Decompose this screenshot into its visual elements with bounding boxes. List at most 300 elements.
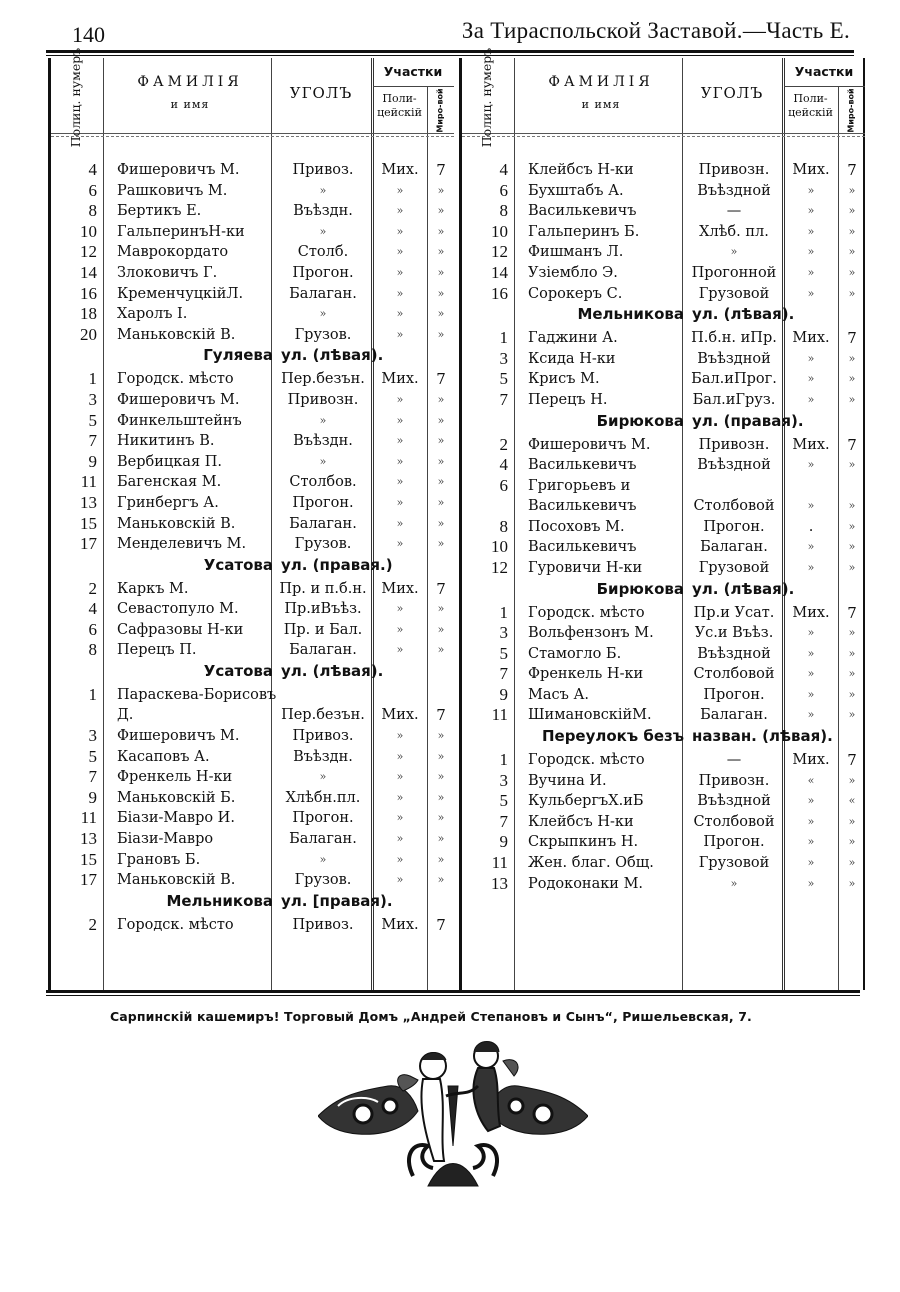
corner-street: Столбовой (693, 813, 775, 830)
police-district: » (396, 729, 404, 743)
surname-name: Городск. мѣсто (528, 752, 645, 769)
magistrate-district: » (437, 245, 445, 259)
police-number: 1 (88, 685, 97, 705)
header-police-number (53, 47, 99, 147)
police-district: » (807, 458, 815, 472)
table-row (51, 534, 454, 555)
street-name: Усатова (203, 555, 273, 574)
police-number: 6 (499, 180, 508, 200)
corner-street: » (730, 876, 738, 890)
magistrate-district: » (437, 413, 445, 427)
police-district: » (396, 622, 404, 636)
corner-street: Прогон. (703, 686, 765, 703)
surname-name: Василькевичъ (528, 457, 637, 474)
police-number: 18 (80, 304, 97, 324)
surname-name: Городск. мѣсто (528, 604, 645, 621)
police-number: 7 (499, 664, 508, 684)
police-number: 3 (88, 726, 97, 746)
table-row (462, 284, 865, 305)
magistrate-district: » (437, 327, 445, 341)
police-number: 2 (88, 914, 97, 934)
police-district: » (396, 790, 404, 804)
police-number: 13 (80, 492, 97, 512)
corner-street: Въѣздн. (293, 748, 353, 765)
surname-name: Рашковичъ М. (117, 182, 228, 199)
header-police-number (464, 47, 510, 147)
corner-street: » (319, 224, 327, 238)
police-district: » (807, 265, 815, 279)
surname-name: Клейбсъ Н-ки (528, 813, 634, 830)
table-row (51, 369, 454, 390)
police-number: 7 (499, 811, 508, 831)
magistrate-district: » (437, 307, 445, 321)
corner-street: Хлѣб. пл. (699, 223, 769, 240)
bottom-rule (46, 990, 860, 993)
table-row (462, 160, 865, 181)
magistrate-district: » (848, 245, 856, 259)
police-number: 5 (499, 643, 508, 663)
magistrate-district: » (848, 351, 856, 365)
police-number: 9 (499, 684, 508, 704)
magistrate-district: » (848, 856, 856, 870)
street-heading (51, 891, 454, 915)
corner-street: » (319, 307, 327, 321)
police-district: Мих. (792, 436, 830, 453)
street-side: ул. (правая.) (281, 555, 393, 574)
table-row (51, 493, 454, 514)
surname-name: Узіембло Э. (528, 264, 618, 281)
magistrate-district: » (437, 204, 445, 218)
police-district: » (396, 537, 404, 551)
corner-street: Балаган. (700, 539, 768, 556)
table-row (462, 349, 865, 370)
table-row (462, 435, 865, 456)
police-number: 12 (80, 242, 97, 262)
police-district: » (396, 286, 404, 300)
magistrate-district: » (848, 498, 856, 512)
police-number: 13 (491, 873, 508, 893)
magistrate-district: » (848, 626, 856, 640)
corner-street: — (726, 752, 742, 769)
corner-street: — (726, 203, 742, 220)
header-magistrate-district (840, 87, 862, 133)
corner-street: » (730, 245, 738, 259)
corner-street: Въѣздной (697, 182, 771, 199)
right-rows (462, 160, 865, 894)
corner-street: Балаган. (289, 831, 357, 848)
header-districts: Участки (383, 64, 443, 79)
police-district: » (396, 475, 404, 489)
police-number: 9 (88, 787, 97, 807)
police-number: 11 (80, 472, 97, 492)
corner-street: » (319, 454, 327, 468)
police-district: Мих. (381, 916, 419, 933)
header-underline (462, 136, 865, 137)
table-row (51, 390, 454, 411)
police-district: » (807, 286, 815, 300)
police-district: » (396, 392, 404, 406)
magistrate-district: » (437, 434, 445, 448)
table-row (462, 664, 865, 685)
table-row (51, 620, 454, 641)
street-name: Мельникова (166, 891, 273, 910)
street-side: ул. (правая). (692, 411, 804, 430)
table-row (51, 788, 454, 809)
police-district: » (396, 811, 404, 825)
magistrate-district: » (848, 687, 856, 701)
top-rule (46, 50, 854, 53)
table-row (51, 767, 454, 788)
police-number: 9 (88, 451, 97, 471)
police-district: Мих. (381, 371, 419, 388)
surname-name: Багенская М. (117, 474, 222, 491)
police-number: 1 (499, 328, 508, 348)
table-row (462, 750, 865, 771)
police-number: 3 (499, 348, 508, 368)
police-district: Мих. (381, 707, 419, 724)
surname-name: Фишеровичъ М. (528, 436, 651, 453)
corner-street: Грузов. (294, 536, 352, 553)
surname-name: КременчуцкійЛ. (117, 285, 244, 302)
corner-street: Ус.и Въѣз. (694, 625, 774, 642)
surname-name: Вербицкая П. (117, 453, 222, 470)
bottom-rule-thin (46, 995, 860, 996)
corner-street: П.б.н. иПр. (691, 330, 777, 347)
police-number: 3 (499, 623, 508, 643)
table-row (51, 685, 454, 726)
surname-name: Менделевичъ М. (117, 536, 247, 553)
police-district: » (807, 708, 815, 722)
magistrate-district: » (848, 224, 856, 238)
table-row (51, 472, 454, 493)
surname-name: Скрыпкинъ Н. (528, 834, 639, 851)
table-row (51, 915, 454, 936)
header-police-district: Поли-цейскій (788, 92, 833, 119)
police-number: 6 (88, 180, 97, 200)
magistrate-district: » (437, 832, 445, 846)
surname-name: ГальперинъН-ки (117, 223, 245, 240)
police-district: » (396, 307, 404, 321)
table-row (51, 263, 454, 284)
police-number: 4 (88, 160, 97, 179)
header-corner: УГОЛЪ (700, 84, 764, 102)
police-district: » (807, 876, 815, 890)
corner-street: Прогон. (703, 518, 765, 535)
police-number: 12 (491, 557, 508, 577)
magistrate-district: » (437, 602, 445, 616)
table-row (462, 874, 865, 895)
police-district: » (807, 245, 815, 259)
police-district: . (808, 518, 814, 535)
police-number: 7 (499, 389, 508, 409)
surname-name: Параскева-Борисовъ Д. (117, 687, 277, 724)
police-number: 1 (88, 369, 97, 389)
police-number: 5 (88, 410, 97, 430)
magistrate-district: » (848, 646, 856, 660)
table-row (462, 685, 865, 706)
table-row (51, 870, 454, 891)
corner-street: Въѣздн. (293, 433, 353, 450)
police-district: » (396, 265, 404, 279)
table-row (51, 514, 454, 535)
surname-name: Фишеровичъ М. (117, 391, 240, 408)
magistrate-district: » (848, 265, 856, 279)
magistrate-district: » (848, 540, 856, 554)
magistrate-district: 7 (436, 161, 446, 179)
police-district: » (396, 749, 404, 763)
left-rows (51, 160, 454, 935)
police-district: » (807, 626, 815, 640)
surname-name: Касаповъ А. (117, 748, 210, 765)
surname-name: Маньковскій В. (117, 872, 236, 889)
surname-name: Гальперинъ Б. (528, 223, 640, 240)
police-number: 1 (499, 750, 508, 770)
street-side: ул. (лѣвая). (692, 305, 795, 324)
magistrate-district: » (848, 814, 856, 828)
header-surname-sub: и имя (170, 98, 210, 111)
police-district: Мих. (792, 752, 830, 769)
surname-name: Стамогло Б. (528, 645, 622, 662)
police-number: 11 (491, 705, 508, 725)
magistrate-district: » (437, 495, 445, 509)
table-row (462, 328, 865, 349)
magistrate-district: » (437, 811, 445, 825)
corner-street: Въѣздной (697, 793, 771, 810)
table-row (462, 603, 865, 624)
header-police-number-label: Полиц. нумеръ (479, 47, 495, 147)
corner-street: Балаган. (700, 707, 768, 724)
surname-name: Каркъ М. (117, 580, 189, 597)
police-district: » (807, 667, 815, 681)
table-row (51, 181, 454, 202)
surname-name: Маврокордато (117, 244, 229, 261)
header-divider (784, 86, 865, 87)
header-corner: УГОЛЪ (289, 84, 353, 102)
corner-street: Въѣздной (697, 645, 771, 662)
magistrate-district: 7 (436, 579, 446, 598)
police-number: 4 (499, 160, 508, 179)
surname-name: Бухштабъ А. (528, 182, 624, 199)
street-side: назван. (лѣвая). (692, 727, 833, 746)
magistrate-district: » (437, 873, 445, 887)
police-district: » (807, 646, 815, 660)
surname-name: КульбергъХ.иБ (528, 793, 644, 810)
surname-name: Перецъ Н. (528, 391, 608, 408)
police-district: » (807, 794, 815, 808)
street-name: Бирюкова (596, 411, 684, 430)
magistrate-district: » (437, 286, 445, 300)
surname-name: Гринбергъ А. (117, 494, 219, 511)
surname-name: Городск. мѣсто (117, 916, 234, 933)
magistrate-district: » (437, 265, 445, 279)
police-district: » (396, 873, 404, 887)
magistrate-district: » (437, 475, 445, 489)
police-district: » (396, 327, 404, 341)
police-district: » (396, 495, 404, 509)
page-number: 140 (72, 22, 105, 47)
table-row (462, 791, 865, 812)
surname-name: ШимановскійМ. (528, 707, 652, 724)
police-number: 5 (499, 369, 508, 389)
magistrate-district: » (437, 537, 445, 551)
magistrate-district: 7 (436, 370, 446, 389)
corner-street: Грузов. (294, 872, 352, 889)
corner-street: Бал.иГруз. (692, 391, 776, 408)
magistrate-district: » (848, 392, 856, 406)
table-row (51, 284, 454, 305)
police-district: » (807, 560, 815, 574)
table-row (51, 242, 454, 263)
street-side: ул. [правая). (281, 891, 393, 910)
table-row (462, 832, 865, 853)
cherubs-floral-ornament-icon (318, 1036, 588, 1196)
magistrate-district: 7 (436, 915, 446, 934)
surname-name: Фишеровичъ М. (117, 728, 240, 745)
table-row (51, 829, 454, 850)
corner-street: Балаган. (289, 515, 357, 532)
magistrate-district: » (437, 643, 445, 657)
header-row (462, 47, 865, 147)
police-number: 2 (499, 434, 508, 454)
magistrate-district: » (437, 392, 445, 406)
corner-street: Въѣздной (697, 457, 771, 474)
police-number: 15 (80, 849, 97, 869)
police-number: 7 (88, 431, 97, 451)
police-district: » (807, 814, 815, 828)
corner-street: Въѣздн. (293, 203, 353, 220)
corner-street: Балаган. (289, 285, 357, 302)
police-district: » (396, 643, 404, 657)
corner-street: Привозн. (698, 162, 770, 178)
table-row (462, 201, 865, 222)
police-number: 20 (80, 324, 97, 344)
surname-name: Василькевичъ (528, 539, 637, 556)
running-title: За Тираспольской Заставой.—Часть Е. (461, 18, 850, 43)
corner-street: Пр.и Усат. (693, 604, 775, 621)
magistrate-district: 7 (847, 435, 857, 454)
police-district: » (807, 351, 815, 365)
corner-street: Пр.иВъѣз. (284, 601, 362, 618)
police-district: » (396, 434, 404, 448)
table-row (51, 201, 454, 222)
street-side: ул. (лѣвая). (692, 579, 795, 598)
police-number: 16 (491, 283, 508, 303)
police-district: » (396, 852, 404, 866)
magistrate-district: » (437, 516, 445, 530)
police-number: 4 (499, 455, 508, 475)
magistrate-district: » (848, 286, 856, 300)
police-number: 13 (80, 829, 97, 849)
police-district: » (396, 245, 404, 259)
magistrate-district: 7 (847, 329, 857, 348)
police-district: » (396, 602, 404, 616)
magistrate-district: 7 (847, 751, 857, 770)
street-side: ул. (лѣвая). (281, 346, 384, 365)
corner-street: Привоз. (292, 728, 354, 745)
surname-name: Маньковскій В. (117, 515, 236, 532)
table-row (51, 411, 454, 432)
advertisement-line: Сарпинскій кашемиръ! Торговый Домъ „Андрей Степановъ и Сынъ“, Ришельевская, 7. (110, 1009, 752, 1024)
police-number: 4 (88, 599, 97, 619)
table-row (462, 455, 865, 476)
table-row (462, 222, 865, 243)
police-district: » (396, 413, 404, 427)
surname-name: Севастопуло М. (117, 601, 239, 618)
police-number: 8 (499, 516, 508, 536)
corner-street: Прогон. (292, 810, 354, 827)
police-district: » (807, 204, 815, 218)
corner-street: Прогон. (292, 264, 354, 281)
magistrate-district: » (848, 835, 856, 849)
magistrate-district: » (848, 773, 856, 787)
table-row (462, 390, 865, 411)
corner-street: » (319, 852, 327, 866)
surname-name: Масъ А. (528, 686, 590, 703)
police-district: » (396, 183, 404, 197)
surname-name: Гаджини А. (528, 330, 618, 347)
surname-name: Злоковичъ Г. (117, 264, 218, 281)
table-row (462, 644, 865, 665)
police-number: 17 (80, 534, 97, 554)
police-district: Мих. (381, 162, 419, 178)
table-row (462, 771, 865, 792)
police-number: 10 (491, 221, 508, 241)
header-surname: ФАМИЛІЯ (137, 74, 243, 90)
magistrate-district: » (437, 790, 445, 804)
table-row (51, 808, 454, 829)
police-number: 15 (80, 513, 97, 533)
table-row (51, 304, 454, 325)
police-number: 1 (499, 602, 508, 622)
corner-street: » (319, 183, 327, 197)
table-row (51, 160, 454, 181)
magistrate-district: » (437, 622, 445, 636)
header-districts: Участки (794, 64, 854, 79)
magistrate-district: » (848, 667, 856, 681)
corner-street: Привоз. (292, 916, 354, 933)
magistrate-district: 7 (847, 603, 857, 622)
police-district: » (396, 516, 404, 530)
table-row (51, 599, 454, 620)
table-row (51, 850, 454, 871)
magistrate-district: 7 (847, 161, 857, 179)
police-number: 5 (499, 791, 508, 811)
police-district: » (807, 687, 815, 701)
corner-street: Въѣздной (697, 350, 771, 367)
magistrate-district: » (437, 454, 445, 468)
table-row (51, 431, 454, 452)
magistrate-district: » (848, 183, 856, 197)
police-number: 5 (88, 746, 97, 766)
header-magistrate-district (429, 87, 451, 133)
police-number: 3 (499, 770, 508, 790)
surname-name: Перецъ П. (117, 642, 197, 659)
magistrate-district: » (848, 519, 856, 533)
surname-name: Городск. мѣсто (117, 371, 234, 388)
table-row (462, 242, 865, 263)
header-divider (373, 86, 454, 87)
police-number: 10 (80, 221, 97, 241)
street-side: ул. (лѣвая). (281, 662, 384, 681)
table-row (462, 181, 865, 202)
police-number: 11 (491, 853, 508, 873)
header-surname: ФАМИЛІЯ (548, 74, 654, 90)
corner-street: Хлѣбн.пл. (285, 789, 361, 806)
police-district: » (396, 454, 404, 468)
corner-street: Привозн. (698, 436, 770, 453)
surname-name: Френкель Н-ки (117, 769, 233, 786)
corner-street: Бал.иПрог. (691, 371, 777, 388)
